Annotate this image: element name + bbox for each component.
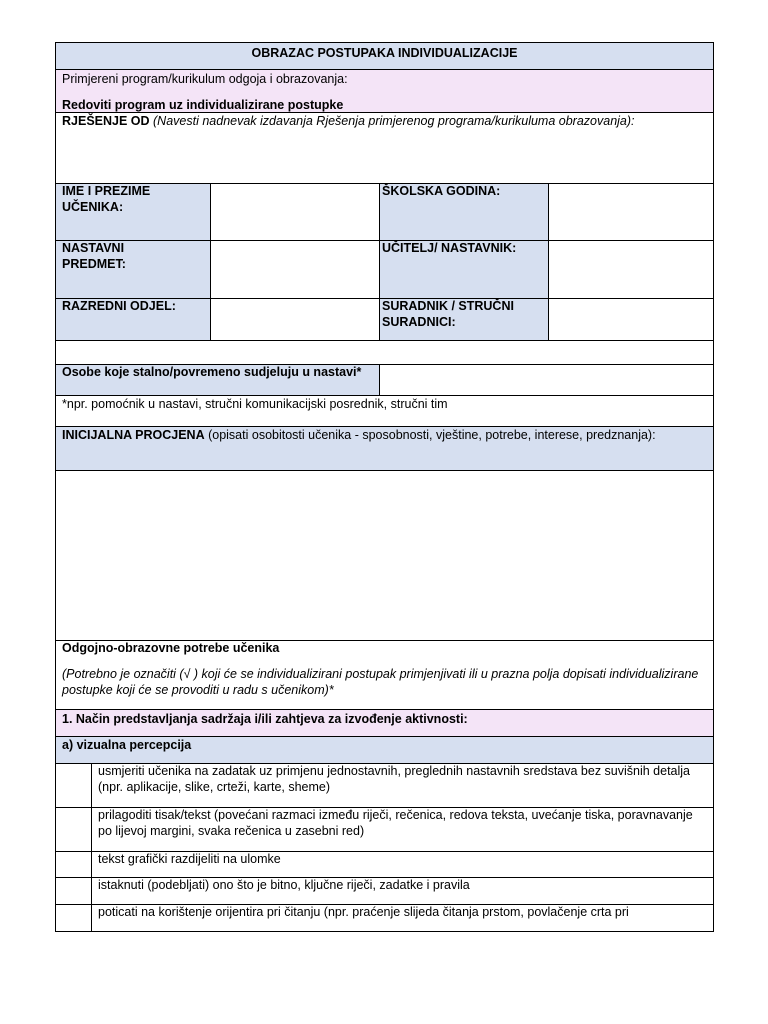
initial-body[interactable] bbox=[55, 470, 714, 641]
list-item: istaknuti (podebljati) ono što je bitno, ključne riječi, zadatke i pravila bbox=[98, 878, 470, 892]
item-checkbox[interactable] bbox=[56, 878, 91, 904]
list-item: prilagoditi tisak/tekst (povećani razmaci između riječi, rečenica, redova teksta, uvećanje tiska, poravnavanje po lijevoj margini, svaka rečenica u zasebni red) bbox=[98, 808, 693, 838]
rjesenje-text bbox=[62, 113, 662, 129]
initial-hint: (opisati osobitosti učenika - sposobnosti, vještine, potrebe, interese, predznanja): bbox=[208, 428, 656, 442]
associates-label: SURADNIK / STRUČNI SURADNICI: bbox=[382, 299, 514, 329]
section1-title: 1. Način predstavljanja sadržaja i/ili zahtjeva za izvođenje aktivnosti: bbox=[62, 712, 468, 726]
persons-label: Osobe koje stalno/povremeno sudjeluju u nastavi* bbox=[62, 365, 362, 379]
item-checkbox[interactable] bbox=[56, 905, 91, 931]
initial-text bbox=[62, 427, 702, 443]
spacer-row bbox=[55, 340, 714, 365]
subject-label: NASTAVNI PREDMET: bbox=[62, 241, 126, 271]
list-item: usmjeriti učenika na zadatak uz primjenu jednostavnih, preglednih nastavnih sredstava bez suvišnih detalja (npr. aplikacije, slike, crteži, karte, sheme) bbox=[98, 764, 691, 794]
rjesenje-hint: (Navesti nadnevak izdavanja Rješenja primjerenog programa/kurikuluma obrazovanja): bbox=[153, 114, 635, 128]
class-input[interactable] bbox=[211, 299, 379, 340]
subject-input[interactable] bbox=[211, 241, 379, 298]
associates-input[interactable] bbox=[549, 299, 713, 340]
persons-input[interactable] bbox=[380, 365, 713, 395]
list-item: poticati na korištenje orijentira pri čitanju (npr. praćenje slijeda čitanja prstom, povlačenje crta pri bbox=[98, 905, 629, 919]
list-item: tekst grafički razdijeliti na ulomke bbox=[98, 852, 281, 866]
item-checkbox[interactable] bbox=[56, 764, 91, 807]
subsection-title: a) vizualna percepcija bbox=[62, 738, 192, 752]
teacher-input[interactable] bbox=[549, 241, 713, 298]
initial-label: INICIJALNA PROCJENA bbox=[62, 428, 205, 442]
class-label: RAZREDNI ODJEL: bbox=[62, 299, 176, 313]
form-title: OBRAZAC POSTUPAKA INDIVIDUALIZACIJE bbox=[251, 46, 518, 60]
school-year-label: ŠKOLSKA GODINA: bbox=[382, 184, 501, 198]
item-checkbox[interactable] bbox=[56, 808, 91, 851]
program-value: Redoviti program uz individualizirane postupke bbox=[62, 98, 344, 112]
item-checkbox[interactable] bbox=[56, 852, 91, 877]
needs-instructions: (Potrebno je označiti (√ ) koji će se individualizirani postupak primjenjivati ili u prazna polja dopisati individualizirane postupke koji će se provoditi u radu s učenikom)* bbox=[62, 667, 699, 697]
student-name-input[interactable] bbox=[211, 184, 379, 240]
student-name-label: IME I PREZIME UČENIKA: bbox=[62, 184, 151, 214]
school-year-input[interactable] bbox=[549, 184, 713, 240]
teacher-label: UČITELJ/ NASTAVNIK: bbox=[382, 241, 517, 255]
program-label: Primjereni program/kurikulum odgoja i obrazovanja: bbox=[62, 72, 348, 86]
persons-note: *npr. pomoćnik u nastavi, stručni komunikacijski posrednik, stručni tim bbox=[62, 397, 448, 411]
rjesenje-label: RJEŠENJE OD bbox=[62, 114, 150, 128]
needs-title: Odgojno-obrazovne potrebe učenika bbox=[62, 641, 280, 655]
